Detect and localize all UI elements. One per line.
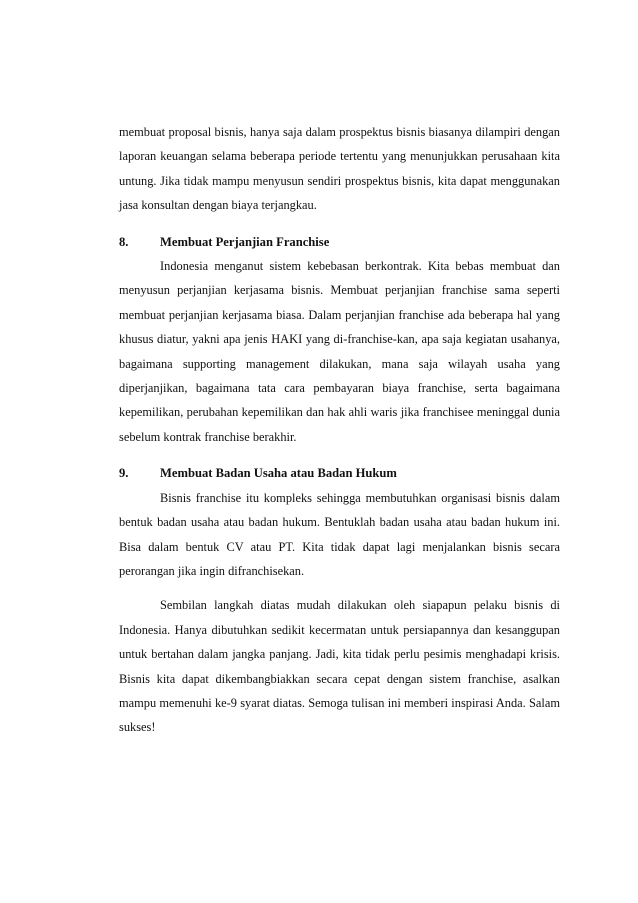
section-9-heading (119, 461, 560, 485)
closing-paragraph: Sembilan langkah diatas mudah dilakukan oleh siapapun pelaku bisnis di Indonesia. Hanya dibutuhkan sedikit kecermatan untuk persiapannya dan kesanggupan untuk bertahan dalam jangka panjang. Jadi, kita tidak perlu pesimis menghadapi krisis. Bisnis kita dapat dikembangbiakkan secara cepat dengan sistem franchise, asalkan mampu memenuhi ke-9 syarat diatas. Semoga tulisan ini memberi inspirasi Anda. Salam sukses! (119, 598, 560, 735)
section-8-number: 8. (119, 234, 129, 249)
section-9-number: 9. (119, 466, 129, 481)
section-9-title: Membuat Badan Usaha atau Badan Hukum (160, 466, 397, 481)
document-body (119, 120, 560, 740)
section-8-title: Membuat Perjanjian Franchise (160, 234, 330, 249)
section-9-paragraph: Bisnis franchise itu kompleks sehingga membutuhkan organisasi bisnis dalam bentuk badan usaha atau badan hukum. Bentuklah badan usaha atau badan hukum ini. Bisa dalam bentuk CV atau PT. Kita tidak dapat lagi menjalankan bisnis secara perorangan jika ingin difranchisekan. (119, 490, 560, 578)
section-8-heading (119, 230, 560, 254)
intro-paragraph: membuat proposal bisnis, hanya saja dalam prospektus bisnis biasanya dilampiri dengan laporan keuangan selama beberapa periode tertentu yang menunjukkan perusahaan kita untung. Jika tidak mampu menyusun sendiri prospektus bisnis, kita dapat menggunakan jasa konsultan dengan biaya terjangkau. (119, 125, 560, 213)
section-8-paragraph: Indonesia menganut sistem kebebasan berkontrak. Kita bebas membuat dan menyusun perjanjian kerjasama bisnis. Membuat perjanjian franchise sama seperti membuat perjanjian kerjasama biasa. Dalam perjanjian franchise ada beberapa hal yang khusus diatur, yakni apa jenis HAKI yang di-franchise-kan, apa saja kegiatan usahanya, bagaimana supporting management dilakukan, mana saja wilayah usaha yang diperjanjikan, bagaimana tata cara pembayaran biaya franchise, serta bagaimana kepemilikan, perubahan kepemilikan dan hak ahli waris jika franchisee meninggal dunia sebelum kontrak franchise berakhir. (119, 259, 560, 444)
